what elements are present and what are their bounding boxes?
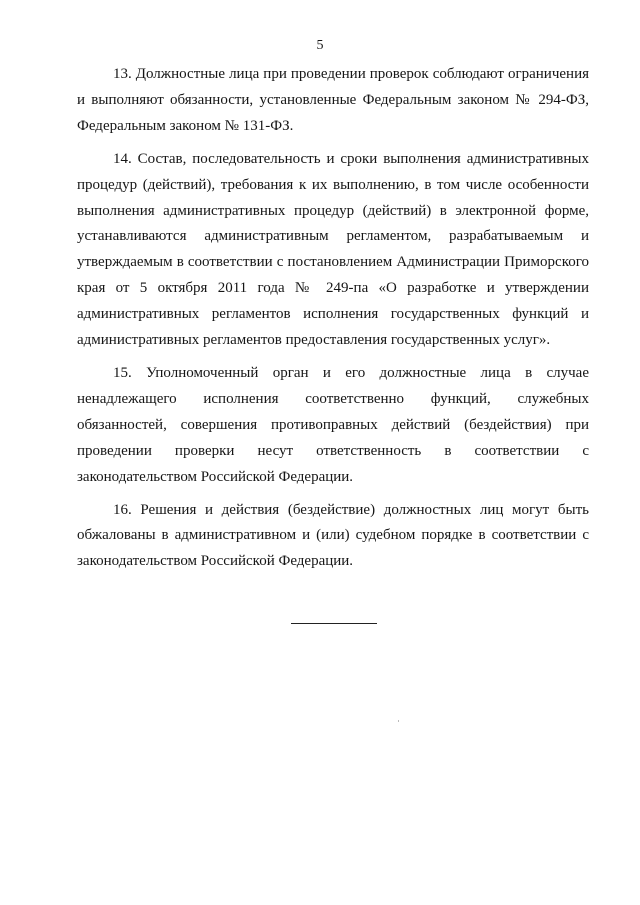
paragraph-15: 15. Уполномоченный орган и его должностные лица в случае ненадлежащего исполнения соответственно функций, служебных обязанностей, совершения противоправных действий (бездействия) при проведении проверки несут ответственность в соответствии с законодательством Российской Федерации. <box>77 364 589 485</box>
document-body <box>77 62 589 582</box>
end-of-text-rule <box>291 623 377 624</box>
page-number: 5 <box>316 38 324 53</box>
scan-artifact <box>398 720 399 722</box>
paragraph-16: 16. Решения и действия (бездействие) должностных лиц могут быть обжалованы в административном и (или) судебном порядке в соответствии с законодательством Российской Федерации. <box>77 501 589 570</box>
paragraph-13: 13. Должностные лица при проведении проверок соблюдают ограничения и выполняют обязанности, установленные Федеральным законом № 294-ФЗ, Федеральным законом № 131-ФЗ. <box>77 66 589 134</box>
paragraph-14: 14. Состав, последовательность и сроки выполнения административных процедур (действий), требования к их выполнению, в том числе особенности выполнения административных процедур (действий) в электронной форме, устанавливаются административным регламентом, разрабатываемым и утверждаемым в соответствии с постановлением Администрации Приморского края от 5 октября 2011 года № 249-па «О разработке и утверждении административных регламентов исполнения государственных функций и административных регламентов предоставления государственных услуг». <box>77 150 589 349</box>
